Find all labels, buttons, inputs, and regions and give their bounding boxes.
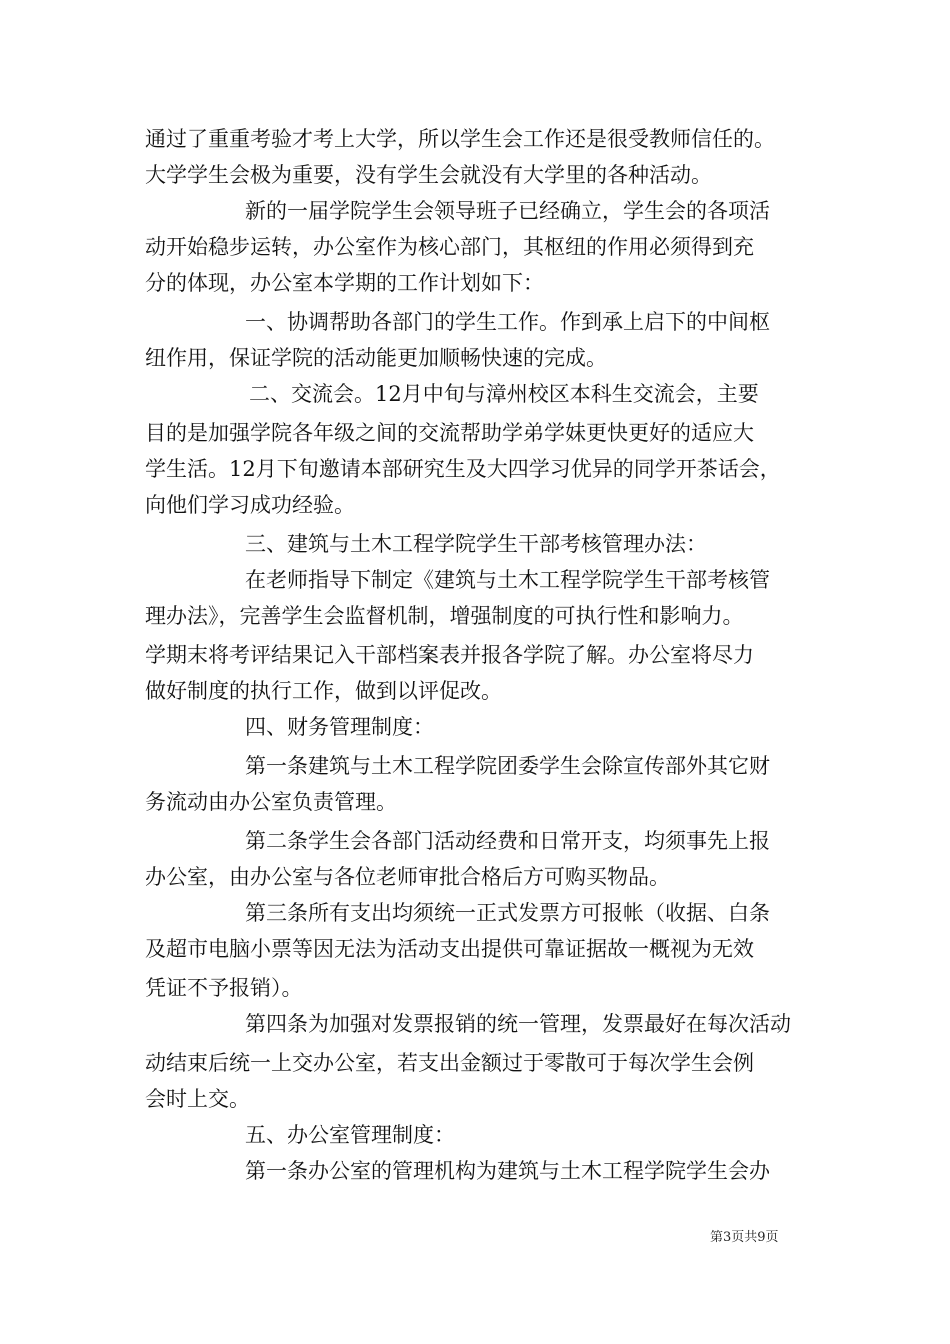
- text-line: 及超市电脑小票等因无法为活动支出提供可靠证据故一概视为无效: [145, 937, 754, 961]
- text-line: 办公室，由办公室与各位老师审批合格后方可购买物品。: [145, 865, 670, 889]
- text-line: 一、协调帮助各部门的学生工作。作到承上启下的中间枢: [245, 310, 770, 334]
- text-line: 理办法》，完善学生会监督机制，增强制度的可执行性和影响力。: [145, 604, 744, 628]
- text-line: 第一条建筑与土木工程学院团委学生会除宣传部外其它财: [245, 754, 770, 778]
- text-line: 通过了重重考验才考上大学，所以学生会工作还是很受教师信任的。: [145, 127, 775, 151]
- text-line: 大学学生会极为重要，没有学生会就没有大学里的各种活动。: [145, 163, 712, 187]
- text-line: 分的体现，办公室本学期的工作计划如下：: [145, 271, 544, 295]
- text-line: 纽作用，保证学院的活动能更加顺畅快速的完成。: [145, 346, 607, 370]
- text-line: 新的一届学院学生会领导班子已经确立，学生会的各项活: [245, 199, 770, 223]
- text-line: 三、建筑与土木工程学院学生干部考核管理办法：: [245, 532, 707, 556]
- text-line: 二、交流会。12月中旬与漳州校区本科生交流会，主要: [249, 382, 759, 406]
- text-line: 第三条所有支出均须统一正式发票方可报帐（收据、白条: [245, 901, 770, 925]
- text-line: 会时上交。: [145, 1087, 250, 1111]
- text-line: 学生活。12月下旬邀请本部研究生及大四学习优异的同学开茶话会，: [145, 457, 781, 481]
- text-line: 动开始稳步运转，办公室作为核心部门，其枢纽的作用必须得到充: [145, 235, 754, 259]
- text-line: 第一条办公室的管理机构为建筑与土木工程学院学生会办: [245, 1159, 770, 1183]
- text-line: 在老师指导下制定《建筑与土木工程学院学生干部考核管: [245, 568, 770, 592]
- text-line: 向他们学习成功经验。: [145, 493, 355, 517]
- text-line: 做好制度的执行工作，做到以评促改。: [145, 679, 502, 703]
- text-line: 务流动由办公室负责管理。: [145, 790, 397, 814]
- text-line: 目的是加强学院各年级之间的交流帮助学弟学妹更快更好的适应大: [145, 421, 754, 445]
- page-footer: 第3页共9页: [710, 1230, 779, 1245]
- text-line: 第二条学生会各部门活动经费和日常开支，均须事先上报: [245, 829, 770, 853]
- text-line: 四、财务管理制度：: [245, 715, 434, 739]
- text-line: 凭证不予报销）。: [145, 976, 303, 1000]
- text-line: 学期末将考评结果记入干部档案表并报各学院了解。办公室将尽力: [145, 643, 754, 667]
- text-line: 动结束后统一上交办公室，若支出金额过于零散可于每次学生会例: [145, 1051, 754, 1075]
- text-line: 第四条为加强对发票报销的统一管理，发票最好在每次活动: [245, 1012, 791, 1036]
- text-line: 五、办公室管理制度：: [245, 1123, 455, 1147]
